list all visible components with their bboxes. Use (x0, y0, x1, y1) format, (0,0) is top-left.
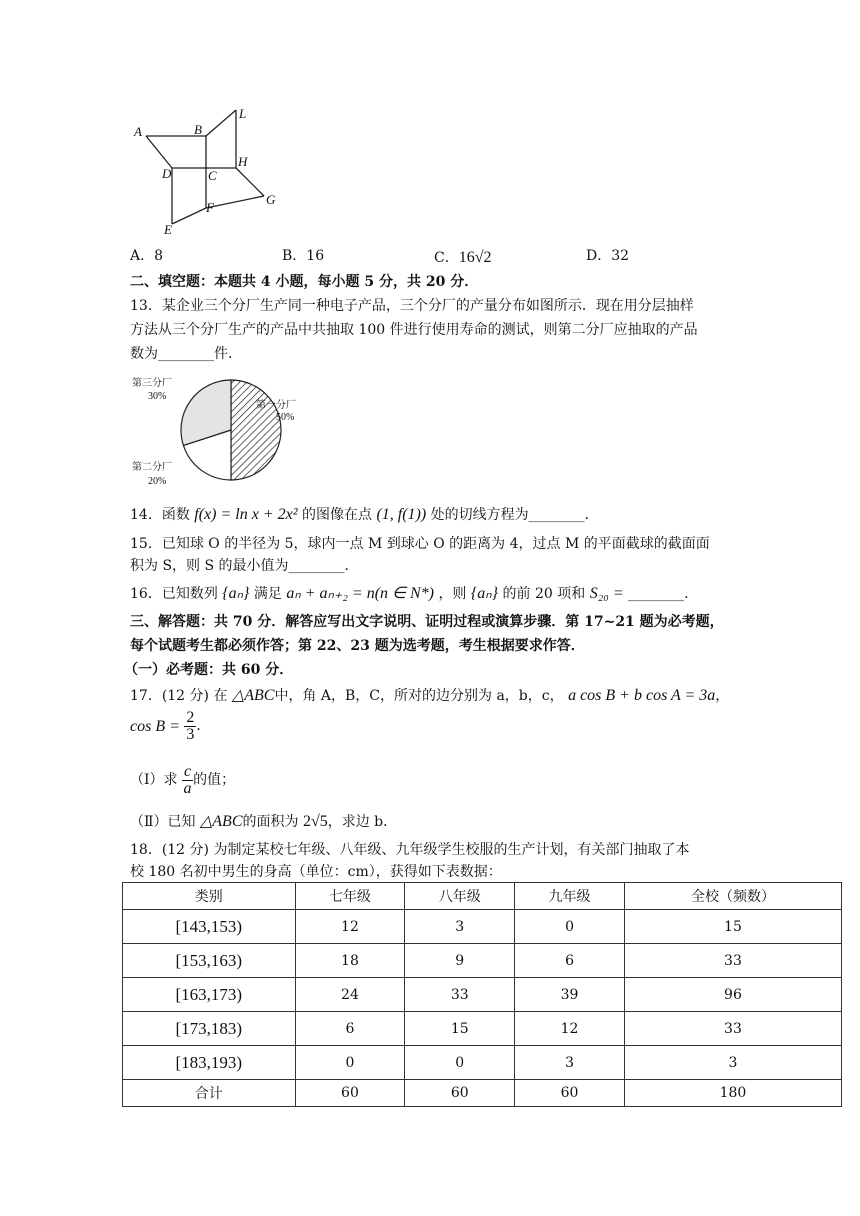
figure-label: E (164, 222, 172, 237)
q17-text-a: 17．(12 分) 在 (130, 688, 228, 704)
table-cell: 15 (624, 910, 841, 944)
table-row (123, 1046, 842, 1080)
q14-text-b: 的图像在点 (301, 507, 372, 523)
table-total-row (123, 1080, 842, 1107)
pie-slice-1 (231, 380, 281, 480)
q17-part2-b: 的面积为 (242, 814, 299, 830)
table-cell: 9 (405, 944, 515, 978)
q17-part2-value: 2√5 (302, 813, 328, 830)
section3-line1: 三、解答题：共 70 分．解答应写出文字说明、证明过程或演算步骤．第 17~21 题为必考题， (130, 614, 724, 630)
figure-label: D (162, 166, 172, 181)
q14-point: (1, f(1)) (376, 506, 427, 523)
table-cell-interval: [163,173) (123, 978, 296, 1012)
option-d: D．32 (586, 248, 630, 264)
table-cell: 39 (515, 978, 625, 1012)
table-row (123, 978, 842, 1012)
option-a: A．8 (130, 248, 164, 264)
table-header-cell: 九年级 (515, 883, 625, 910)
table-cell: 0 (295, 1046, 405, 1080)
q13-line3: 数为________件． (130, 346, 242, 362)
table-cell-interval: [143,153) (123, 910, 296, 944)
table-cell: 3 (405, 910, 515, 944)
table-cell: 96 (624, 978, 841, 1012)
q17-cosb-label: cos B = (130, 717, 180, 735)
table-header-cell: 八年级 (405, 883, 515, 910)
q16 (130, 584, 698, 603)
q17-cosb (130, 710, 210, 743)
figure-label: C (208, 168, 217, 183)
table-total-cell: 60 (405, 1080, 515, 1107)
table-total-cell: 60 (295, 1080, 405, 1107)
pie-label-pct: 30% (148, 391, 167, 402)
q17-part2-c: ，求边 b． (327, 814, 398, 830)
pie-label-pct: 50% (276, 412, 295, 423)
q16-sum: S₂₀ = (589, 585, 624, 602)
figure-label: A (134, 124, 142, 139)
pie-label-name: 第三分厂 (132, 378, 172, 389)
q13-line1: 13．某企业三个分厂生产同一种电子产品，三个分厂的产量分布如图所示．现在用分层抽样 (130, 298, 694, 314)
q16-text-a: 16．已知数列 (130, 586, 218, 602)
figure-label: F (206, 200, 214, 215)
q17-part1-b: 的值； (193, 772, 236, 789)
q16-seq: {aₙ} (222, 585, 250, 602)
table-header-cell: 全校（频数） (624, 883, 841, 910)
q17-part1-fraction (182, 764, 193, 797)
option-c-label: C． (434, 250, 459, 266)
q14 (130, 505, 599, 524)
q17-comma: ， (715, 688, 730, 704)
q17-part2-triangle: △ABC (199, 813, 243, 830)
figure-label: H (238, 154, 248, 169)
q14-text-a: 14．函数 (130, 507, 190, 523)
q17-triangle: △ABC (231, 687, 275, 704)
q17-cosb-num: 2 (186, 709, 195, 726)
option-c (434, 248, 492, 267)
table-header-cell: 七年级 (295, 883, 405, 910)
figure-label: G (266, 192, 276, 207)
q16-relation: aₙ + aₙ₊₂ = n(n ∈ N*) (286, 585, 434, 602)
section2-title: 二、填空题：本题共 4 小题，每小题 5 分，共 20 分． (130, 274, 479, 290)
table-header-cell: 类别 (123, 883, 296, 910)
figure-label: L (239, 106, 247, 121)
q13-line2: 方法从三个分厂生产的产品中共抽取 100 件进行使用寿命的测试，则第二分厂应抽取的产品 (130, 322, 698, 338)
q17-cosb-fraction (184, 710, 196, 743)
height-table (122, 882, 842, 1107)
pie-label-name: 第一分厂 (256, 400, 296, 411)
table-row (123, 1012, 842, 1046)
q17-part1-a: （Ⅰ）求 (130, 772, 178, 789)
table-cell: 0 (405, 1046, 515, 1080)
q16-text-b: 满足 (253, 586, 282, 602)
q15-line1: 15．已知球 O 的半径为 5，球内一点 M 到球心 O 的距离为 4，过点 M 的平面截球的截面面 (130, 536, 710, 552)
pie-label-pct: 20% (148, 476, 167, 487)
table-cell: 24 (295, 978, 405, 1012)
q18-line1: 18．(12 分) 为制定某校七年级、八年级、九年级学生校服的生产计划，有关部门抽取了本 (130, 842, 690, 858)
table-cell-interval: [153,163) (123, 944, 296, 978)
option-c-value: 16√2 (458, 249, 492, 266)
table-row (123, 910, 842, 944)
table-row (123, 944, 842, 978)
section3-line2: 每个试题考生都必须作答；第 22、23 题为选考题，考生根据要求作答． (130, 638, 585, 654)
q17-part2 (130, 812, 397, 831)
pie-chart (126, 368, 316, 488)
section3-sub: （一）必考题：共 60 分． (124, 662, 294, 678)
table-cell: 0 (515, 910, 625, 944)
table-cell: 3 (515, 1046, 625, 1080)
table-cell: 3 (624, 1046, 841, 1080)
table-total-cell: 60 (515, 1080, 625, 1107)
q17-dot: ． (196, 718, 211, 735)
table-cell: 12 (295, 910, 405, 944)
table-cell: 12 (515, 1012, 625, 1046)
figure-label: B (194, 122, 202, 137)
q14-text-c: 处的切线方程为________． (430, 507, 599, 523)
table-cell-interval: [173,183) (123, 1012, 296, 1046)
q16-text-e: ________． (628, 586, 699, 602)
q14-function: f(x) = ln x + 2x² (194, 506, 298, 523)
table-total-cell: 合计 (123, 1080, 296, 1107)
q16-seq-2: {aₙ} (470, 585, 499, 602)
q16-text-c: ，则 (438, 586, 467, 602)
table-cell: 15 (405, 1012, 515, 1046)
table-cell: 6 (515, 944, 625, 978)
table-total-cell: 180 (624, 1080, 841, 1107)
q17-cosb-den: 3 (186, 726, 195, 743)
table-cell: 33 (624, 944, 841, 978)
q17-equation: a cos B + b cos A = 3a (568, 687, 716, 704)
geometry-figure (126, 100, 286, 240)
q17-part1-den: a (183, 780, 192, 797)
table-cell: 33 (624, 1012, 841, 1046)
table-cell: 18 (295, 944, 405, 978)
q17-part1 (130, 764, 235, 797)
option-b: B．16 (282, 248, 325, 264)
table-cell-interval: [183,193) (123, 1046, 296, 1080)
pie-label-name: 第二分厂 (132, 462, 172, 473)
table-cell: 33 (405, 978, 515, 1012)
q15-line2: 积为 S，则 S 的最小值为________． (130, 558, 359, 574)
q18-line2: 校 180 名初中男生的身高（单位：cm），获得如下表数据： (130, 864, 502, 880)
q17-part1-num: c (183, 763, 192, 780)
q17-line1 (130, 686, 729, 705)
q17-text-b: 中，角 A，B，C，所对的边分别为 a，b，c， (274, 688, 564, 704)
table-header-row (123, 883, 842, 910)
table-cell: 6 (295, 1012, 405, 1046)
q16-text-d: 的前 20 项和 (502, 586, 586, 602)
q17-part2-a: （Ⅱ）已知 (130, 814, 196, 830)
